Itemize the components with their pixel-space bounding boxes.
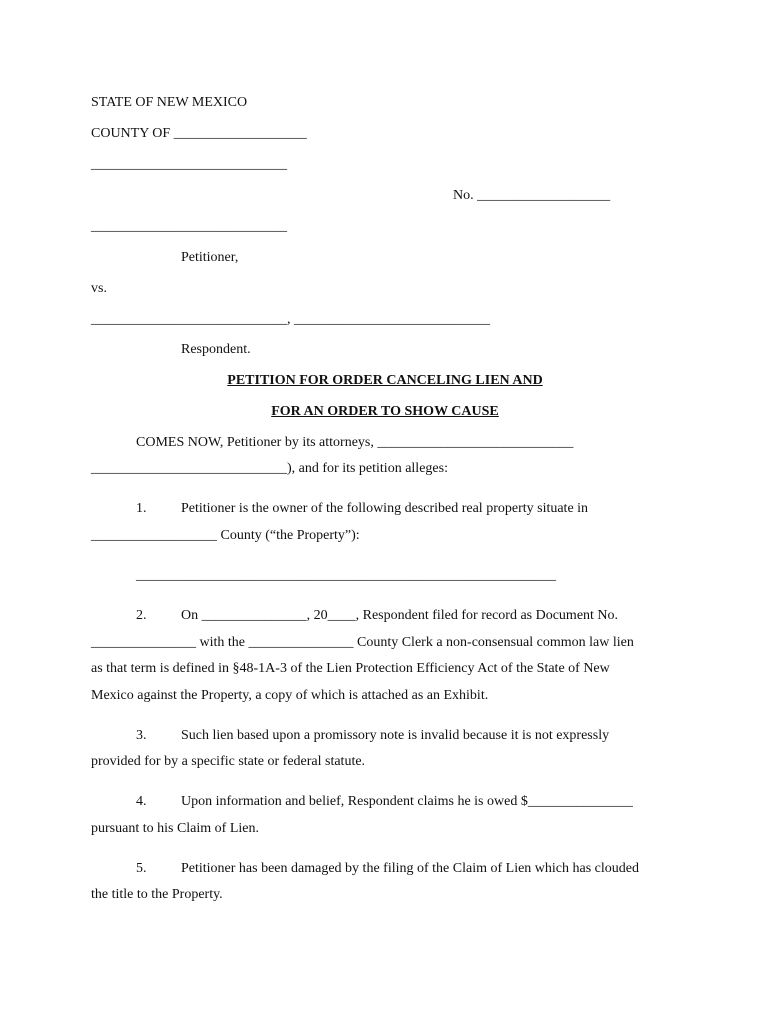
paragraph-text: On _______________, 20____, Respondent filed for record as Document No. <box>181 608 619 623</box>
paragraph-text: the title to the Property. <box>91 887 223 902</box>
respondent-label: Respondent. <box>181 342 251 357</box>
paragraph-text: Such lien based upon a promissory note is invalid because it is not expressly <box>181 728 610 743</box>
paragraph-number: 4. <box>136 794 147 809</box>
petitioner-name-blank-2: ____________________________ <box>91 219 287 234</box>
paragraph-number: 1. <box>136 501 147 516</box>
paragraph-text: Upon information and belief, Respondent claims he is owed $_______________ <box>181 794 633 809</box>
property-description-blank: ____________________________________________________________ <box>136 568 556 583</box>
versus-label: vs. <box>91 281 107 296</box>
paragraph-number: 2. <box>136 608 147 623</box>
petitioner-name-blank: ____________________________ <box>91 157 287 172</box>
intro-line-1: COMES NOW, Petitioner by its attorneys, ____________________________ <box>136 435 574 450</box>
respondent-blanks: ____________________________, ____________________________ <box>91 312 490 327</box>
petitioner-label: Petitioner, <box>181 250 239 265</box>
case-number: No. ___________________ <box>453 188 611 203</box>
paragraph-number: 3. <box>136 728 147 743</box>
paragraph-text: __________________ County (“the Property”): <box>91 528 360 543</box>
document-title-line-1: PETITION FOR ORDER CANCELING LIEN AND <box>227 373 543 388</box>
paragraph-text: Mexico against the Property, a copy of which is attached as an Exhibit. <box>91 688 489 703</box>
paragraph-text: as that term is defined in §48-1A-3 of the Lien Protection Efficiency Act of the State of New <box>91 661 610 676</box>
document-title-line-2: FOR AN ORDER TO SHOW CAUSE <box>271 404 499 419</box>
paragraph-text: Petitioner is the owner of the following described real property situate in <box>181 501 589 516</box>
paragraph-text: Petitioner has been damaged by the filing of the Claim of Lien which has clouded <box>181 861 639 876</box>
paragraph-number: 5. <box>136 861 147 876</box>
county-line: COUNTY OF ___________________ <box>91 126 307 141</box>
paragraph-text: _______________ with the _______________ County Clerk a non-consensual common law lien <box>91 635 634 650</box>
paragraph-text: pursuant to his Claim of Lien. <box>91 821 259 836</box>
intro-line-2: ____________________________), and for its petition alleges: <box>91 461 448 476</box>
paragraph-text: provided for by a specific state or federal statute. <box>91 754 366 769</box>
state-heading: STATE OF NEW MEXICO <box>91 95 248 110</box>
